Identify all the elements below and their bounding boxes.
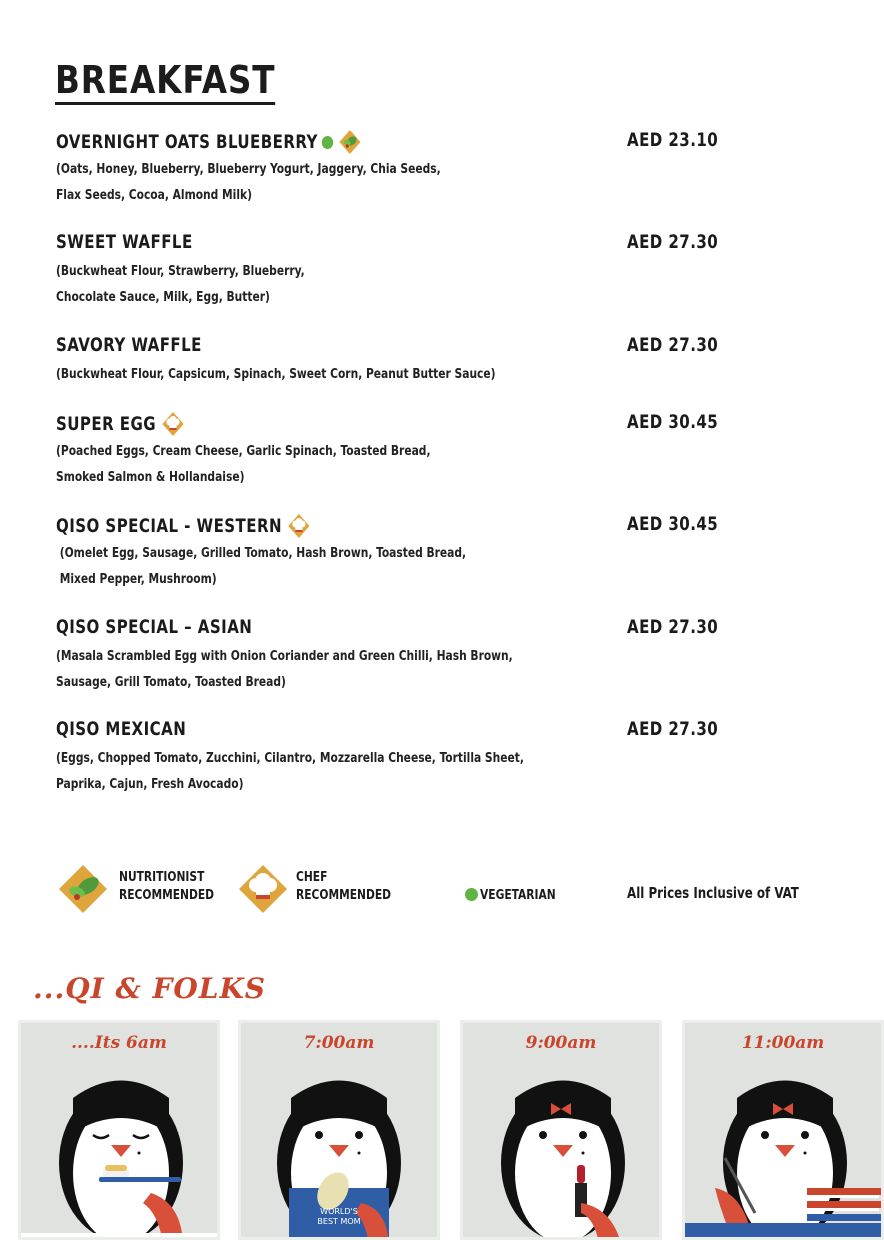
nutritionist-leaf-icon	[58, 864, 108, 914]
penguin-toothbrush-icon	[21, 1023, 220, 1240]
item-name: OVERNIGHT OATS BLUEBERRY	[56, 131, 318, 153]
item-description: (Omelet Egg, Sausage, Grilled Tomato, Hash Brown, Toasted Bread, Mixed Pepper, Mushroom)	[59, 545, 467, 587]
item-description: (Poached Eggs, Cream Cheese, Garlic Spinach, Toasted Bread, Smoked Salmon & Hollandaise)	[56, 443, 431, 485]
legend	[0, 862, 884, 922]
item-price: AED 30.45	[627, 411, 719, 433]
apron-text: BEST MOM	[317, 1217, 361, 1226]
item-price: AED 23.10	[627, 129, 719, 151]
comic-panel	[18, 1020, 220, 1240]
legend-line: RECOMMENDED	[296, 887, 392, 903]
item-name: QISO MEXICAN	[56, 718, 187, 740]
chef-legend-label	[296, 868, 391, 904]
panel-time: 9:00am	[525, 1033, 597, 1053]
comic-panel	[682, 1020, 884, 1240]
legend-line: NUTRITIONIST	[119, 869, 205, 885]
item-price: AED 27.30	[627, 231, 719, 253]
item-description: (Buckwheat Flour, Strawberry, Blueberry, Chocolate Sauce, Milk, Egg, Butter)	[56, 263, 305, 305]
vegetarian-dot-icon	[465, 888, 478, 901]
item-description: (Buckwheat Flour, Capsicum, Spinach, Sweet Corn, Peanut Butter Sauce)	[56, 366, 496, 382]
item-name: QISO SPECIAL – ASIAN	[56, 616, 253, 638]
item-description: (Masala Scrambled Egg with Onion Coriander and Green Chilli, Hash Brown, Sausage, Grill Tomato, Toasted Bread)	[56, 648, 513, 690]
item-name: SAVORY WAFFLE	[56, 334, 202, 356]
panel-time: ....Its 6am	[71, 1033, 167, 1053]
folks-title: ...QI & FOLKS	[33, 972, 267, 1005]
chef-hat-icon	[287, 513, 310, 539]
penguin-lipstick-icon	[463, 1023, 662, 1240]
chef-hat-icon	[161, 411, 184, 437]
vegetarian-legend-label: VEGETARIAN	[480, 887, 556, 903]
item-price: AED 27.30	[627, 616, 719, 638]
item-price: AED 27.30	[627, 718, 719, 740]
nutritionist-legend-label	[119, 868, 214, 904]
chef-hat-icon	[238, 864, 288, 914]
panel-time: 11:00am	[741, 1033, 825, 1053]
panel-time: 7:00am	[303, 1033, 375, 1053]
item-description: (Oats, Honey, Blueberry, Blueberry Yogurt, Jaggery, Chia Seeds, Flax Seeds, Cocoa, Almond Milk)	[56, 161, 441, 203]
comic-panel	[460, 1020, 662, 1240]
apron-text: WORLD'S	[320, 1207, 358, 1216]
item-price: AED 30.45	[627, 513, 719, 535]
vat-note: All Prices Inclusive of VAT	[627, 884, 799, 902]
penguin-writing-icon	[685, 1023, 884, 1240]
item-price: AED 27.30	[627, 334, 719, 356]
legend-line: CHEF	[296, 869, 328, 885]
item-name: QISO SPECIAL - WESTERN	[56, 515, 283, 537]
item-description: (Eggs, Chopped Tomato, Zucchini, Cilantro, Mozzarella Cheese, Tortilla Sheet, Paprika, Cajun, Fresh Avocado)	[56, 750, 524, 792]
vegetarian-dot-icon	[321, 136, 332, 149]
nutritionist-leaf-icon	[338, 129, 361, 155]
menu-title: BREAKFAST	[55, 58, 275, 105]
item-name: SWEET WAFFLE	[56, 231, 193, 253]
legend-line: RECOMMENDED	[119, 887, 215, 903]
comic-panel	[238, 1020, 440, 1240]
item-name: SUPER EGG	[56, 413, 157, 435]
